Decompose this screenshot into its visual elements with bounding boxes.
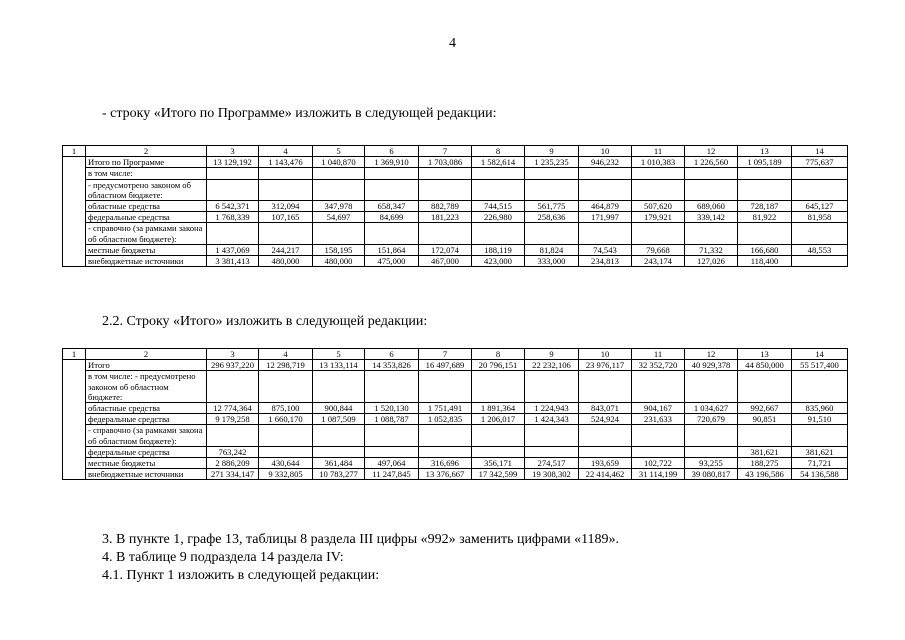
value-cell: 19 308,302 [525, 469, 579, 480]
header-cell: 11 [632, 146, 685, 157]
value-cell: 1 010,383 [632, 157, 685, 168]
header-cell: 2 [86, 349, 207, 360]
value-cell: 333,000 [525, 256, 579, 267]
header-cell: 12 [685, 146, 738, 157]
header-cell: 9 [525, 146, 579, 157]
row-label: - предусмотрено законом об областном бюджете: [86, 179, 207, 200]
table-row [63, 403, 848, 414]
value-cell: 507,620 [632, 201, 685, 212]
value-cell: 258,636 [525, 212, 579, 223]
value-cell [579, 425, 632, 446]
value-cell [525, 425, 579, 446]
value-cell: 381,621 [738, 446, 792, 457]
table-row [63, 414, 848, 425]
value-cell [313, 179, 365, 200]
value-cell: 40 929,378 [685, 360, 738, 371]
value-cell: 193,659 [579, 458, 632, 469]
value-cell: 14 353,826 [365, 360, 419, 371]
header-cell: 4 [259, 146, 313, 157]
value-cell: 1 520,130 [365, 403, 419, 414]
paragraph-4-1: 4.1. Пункт 1 изложить в следующей редакции: [102, 568, 380, 583]
value-cell: 81,824 [525, 244, 579, 255]
value-cell: 316,696 [419, 458, 472, 469]
value-cell [472, 223, 525, 244]
value-cell [685, 168, 738, 179]
header-cell: 3 [207, 349, 259, 360]
value-cell: 79,668 [632, 244, 685, 255]
value-cell: 1 226,560 [685, 157, 738, 168]
value-cell [313, 425, 365, 446]
header-cell: 1 [63, 349, 86, 360]
value-cell [259, 179, 313, 200]
value-cell: 296 937,220 [207, 360, 259, 371]
value-cell: 151,864 [365, 244, 419, 255]
value-cell: 1 891,364 [472, 403, 525, 414]
value-cell: 1 224,943 [525, 403, 579, 414]
value-cell: 356,171 [472, 458, 525, 469]
value-cell: 1 034,627 [685, 403, 738, 414]
row-label: федеральные средства [86, 446, 207, 457]
value-cell: 9 332,805 [259, 469, 313, 480]
value-cell: 423,000 [472, 256, 525, 267]
value-cell: 13 376,667 [419, 469, 472, 480]
value-cell [632, 425, 685, 446]
paragraph-2-2: 2.2. Строку «Итого» изложить в следующей редакции: [102, 314, 428, 329]
value-cell [365, 425, 419, 446]
value-cell [685, 446, 738, 457]
value-cell: 1 235,235 [525, 157, 579, 168]
value-cell [632, 371, 685, 403]
value-cell [792, 168, 848, 179]
value-cell: 1 660,170 [259, 414, 313, 425]
value-cell: 74,543 [579, 244, 632, 255]
header-cell: 9 [525, 349, 579, 360]
value-cell: 118,400 [738, 256, 792, 267]
header-cell: 8 [472, 146, 525, 157]
value-cell [792, 371, 848, 403]
value-cell: 91,510 [792, 414, 848, 425]
value-cell: 188,275 [738, 458, 792, 469]
table-row [63, 371, 848, 403]
header-cell: 4 [259, 349, 313, 360]
row-label: - справочно (за рамками закона об областном бюджете): [86, 223, 207, 244]
value-cell: 23 976,117 [579, 360, 632, 371]
value-cell [632, 179, 685, 200]
value-cell [419, 446, 472, 457]
value-cell: 16 497,689 [419, 360, 472, 371]
value-cell [738, 168, 792, 179]
value-cell: 13 129,192 [207, 157, 259, 168]
value-cell: 467,000 [419, 256, 472, 267]
value-cell [685, 425, 738, 446]
value-cell [207, 425, 259, 446]
value-cell [579, 371, 632, 403]
table-header-row [63, 146, 848, 157]
row-label: областные средства [86, 403, 207, 414]
value-cell [313, 446, 365, 457]
table-row [63, 179, 848, 200]
value-cell: 271 334,147 [207, 469, 259, 480]
value-cell [419, 168, 472, 179]
table-row [63, 458, 848, 469]
table-row [63, 212, 848, 223]
row-label: Итого по Программе [86, 157, 207, 168]
value-cell: 1 751,491 [419, 403, 472, 414]
header-cell: 3 [207, 146, 259, 157]
value-cell [632, 168, 685, 179]
header-cell: 7 [419, 349, 472, 360]
header-cell: 10 [579, 349, 632, 360]
value-cell: 524,924 [579, 414, 632, 425]
value-cell: 1 369,910 [365, 157, 419, 168]
paragraph-4: 4. В таблице 9 подраздела 14 раздела IV: [102, 550, 344, 565]
value-cell: 12 774,364 [207, 403, 259, 414]
value-cell [792, 179, 848, 200]
value-cell: 835,960 [792, 403, 848, 414]
value-cell [738, 371, 792, 403]
row-label: в том числе: [86, 168, 207, 179]
value-cell [419, 371, 472, 403]
value-cell [365, 168, 419, 179]
value-cell: 497,064 [365, 458, 419, 469]
value-cell [738, 425, 792, 446]
value-cell: 882,789 [419, 201, 472, 212]
value-cell: 361,484 [313, 458, 365, 469]
value-cell: 763,242 [207, 446, 259, 457]
value-cell: 31 114,199 [632, 469, 685, 480]
table-row [63, 168, 848, 179]
value-cell: 1 095,189 [738, 157, 792, 168]
value-cell: 12 298,719 [259, 360, 313, 371]
value-cell: 226,980 [472, 212, 525, 223]
value-cell [738, 223, 792, 244]
header-cell: 5 [313, 146, 365, 157]
row-label: местные бюджеты [86, 458, 207, 469]
value-cell: 775,637 [792, 157, 848, 168]
value-cell: 1 087,509 [313, 414, 365, 425]
row-label: федеральные средства [86, 414, 207, 425]
value-cell [792, 425, 848, 446]
value-cell: 720,679 [685, 414, 738, 425]
table-row [63, 244, 848, 255]
value-cell: 71,332 [685, 244, 738, 255]
row-label: - справочно (за рамками закона об областном бюджете): [86, 425, 207, 446]
value-cell: 22 232,106 [525, 360, 579, 371]
table-row [63, 446, 848, 457]
header-cell: 11 [632, 349, 685, 360]
header-cell: 14 [792, 349, 848, 360]
value-cell: 6 542,371 [207, 201, 259, 212]
header-cell: 8 [472, 349, 525, 360]
value-cell: 9 179,258 [207, 414, 259, 425]
value-cell: 81,922 [738, 212, 792, 223]
value-cell: 234,813 [579, 256, 632, 267]
value-cell: 381,621 [792, 446, 848, 457]
page-number: 4 [449, 36, 456, 51]
value-cell: 1 703,086 [419, 157, 472, 168]
value-cell [259, 168, 313, 179]
value-cell: 243,174 [632, 256, 685, 267]
value-cell: 55 517,400 [792, 360, 848, 371]
value-cell [207, 371, 259, 403]
value-cell: 1 143,476 [259, 157, 313, 168]
paragraph-3: 3. В пункте 1, графе 13, таблицы 8 раздела III цифры «992» заменить цифрами «1189». [102, 532, 620, 547]
value-cell: 475,000 [365, 256, 419, 267]
row-label: областные средства [86, 201, 207, 212]
value-cell: 1 768,339 [207, 212, 259, 223]
value-cell [472, 371, 525, 403]
value-cell: 992,667 [738, 403, 792, 414]
row-number-cell [63, 157, 86, 267]
value-cell: 347,978 [313, 201, 365, 212]
value-cell [525, 371, 579, 403]
value-cell: 188,119 [472, 244, 525, 255]
value-cell [685, 179, 738, 200]
value-cell: 171,997 [579, 212, 632, 223]
table-row [63, 425, 848, 446]
value-cell: 689,060 [685, 201, 738, 212]
value-cell: 22 414,462 [579, 469, 632, 480]
value-cell [472, 168, 525, 179]
value-cell: 11 247,845 [365, 469, 419, 480]
value-cell [525, 446, 579, 457]
value-cell: 744,515 [472, 201, 525, 212]
value-cell: 39 080,817 [685, 469, 738, 480]
value-cell: 231,633 [632, 414, 685, 425]
header-cell: 10 [579, 146, 632, 157]
header-cell: 6 [365, 349, 419, 360]
value-cell: 1 040,870 [313, 157, 365, 168]
row-label: в том числе: - предусмотрено законом об областном бюджете: [86, 371, 207, 403]
value-cell: 84,699 [365, 212, 419, 223]
table-row [63, 360, 848, 371]
value-cell [525, 223, 579, 244]
value-cell: 1 424,343 [525, 414, 579, 425]
table-row [63, 201, 848, 212]
header-cell: 14 [792, 146, 848, 157]
value-cell [419, 179, 472, 200]
value-cell: 44 850,000 [738, 360, 792, 371]
value-cell: 17 342,599 [472, 469, 525, 480]
header-cell: 6 [365, 146, 419, 157]
value-cell [738, 179, 792, 200]
value-cell [259, 223, 313, 244]
value-cell: 430,644 [259, 458, 313, 469]
value-cell [313, 223, 365, 244]
header-cell: 7 [419, 146, 472, 157]
value-cell [632, 223, 685, 244]
value-cell: 54 136,588 [792, 469, 848, 480]
table-row [63, 469, 848, 480]
value-cell: 843,071 [579, 403, 632, 414]
header-cell: 13 [738, 349, 792, 360]
value-cell: 43 196,586 [738, 469, 792, 480]
value-cell: 3 381,413 [207, 256, 259, 267]
table-header-row [63, 349, 848, 360]
value-cell: 107,165 [259, 212, 313, 223]
value-cell: 728,187 [738, 201, 792, 212]
value-cell [313, 168, 365, 179]
table-row [63, 256, 848, 267]
value-cell [579, 179, 632, 200]
value-cell: 102,722 [632, 458, 685, 469]
value-cell: 93,255 [685, 458, 738, 469]
value-cell: 71,721 [792, 458, 848, 469]
row-label: местные бюджеты [86, 244, 207, 255]
value-cell: 480,000 [313, 256, 365, 267]
value-cell [259, 446, 313, 457]
header-cell: 2 [86, 146, 207, 157]
value-cell: 875,100 [259, 403, 313, 414]
value-cell: 20 796,151 [472, 360, 525, 371]
value-cell [365, 179, 419, 200]
value-cell: 464,879 [579, 201, 632, 212]
value-cell: 658,347 [365, 201, 419, 212]
value-cell: 480,000 [259, 256, 313, 267]
header-cell: 1 [63, 146, 86, 157]
value-cell: 1 052,835 [419, 414, 472, 425]
value-cell: 181,223 [419, 212, 472, 223]
value-cell [472, 425, 525, 446]
row-label: внебюджетные источники [86, 469, 207, 480]
header-cell: 5 [313, 349, 365, 360]
value-cell [419, 425, 472, 446]
value-cell: 1 437,069 [207, 244, 259, 255]
table-total-program [62, 145, 848, 267]
value-cell: 90,851 [738, 414, 792, 425]
row-label: федеральные средства [86, 212, 207, 223]
row-label: внебюджетные источники [86, 256, 207, 267]
value-cell: 54,697 [313, 212, 365, 223]
value-cell [207, 168, 259, 179]
value-cell: 166,680 [738, 244, 792, 255]
value-cell: 158,195 [313, 244, 365, 255]
value-cell: 312,094 [259, 201, 313, 212]
value-cell [207, 223, 259, 244]
value-cell: 339,142 [685, 212, 738, 223]
value-cell: 274,517 [525, 458, 579, 469]
row-number-cell [63, 360, 86, 480]
row-label: Итого [86, 360, 207, 371]
value-cell [525, 179, 579, 200]
value-cell: 1 582,614 [472, 157, 525, 168]
value-cell [419, 223, 472, 244]
value-cell: 645,127 [792, 201, 848, 212]
value-cell: 1 206,017 [472, 414, 525, 425]
paragraph-total-program: - строку «Итого по Программе» изложить в следующей редакции: [102, 106, 497, 121]
value-cell [579, 223, 632, 244]
value-cell: 244,217 [259, 244, 313, 255]
value-cell: 172,074 [419, 244, 472, 255]
value-cell: 10 783,277 [313, 469, 365, 480]
value-cell: 48,553 [792, 244, 848, 255]
value-cell [579, 446, 632, 457]
value-cell: 1 088,787 [365, 414, 419, 425]
value-cell [685, 223, 738, 244]
value-cell [579, 168, 632, 179]
value-cell: 946,232 [579, 157, 632, 168]
value-cell: 179,921 [632, 212, 685, 223]
table-row [63, 157, 848, 168]
header-cell: 13 [738, 146, 792, 157]
value-cell [207, 179, 259, 200]
value-cell [365, 223, 419, 244]
value-cell [472, 446, 525, 457]
value-cell [365, 371, 419, 403]
value-cell: 561,775 [525, 201, 579, 212]
value-cell: 904,167 [632, 403, 685, 414]
value-cell [685, 371, 738, 403]
value-cell [259, 371, 313, 403]
value-cell: 127,026 [685, 256, 738, 267]
value-cell [313, 371, 365, 403]
table-total [62, 348, 848, 480]
value-cell: 13 133,114 [313, 360, 365, 371]
table-row [63, 223, 848, 244]
value-cell [365, 446, 419, 457]
value-cell [259, 425, 313, 446]
value-cell [792, 223, 848, 244]
value-cell: 32 352,720 [632, 360, 685, 371]
value-cell [472, 179, 525, 200]
value-cell: 81,958 [792, 212, 848, 223]
header-cell: 12 [685, 349, 738, 360]
value-cell: 900,844 [313, 403, 365, 414]
value-cell [792, 256, 848, 267]
value-cell [525, 168, 579, 179]
value-cell: 2 886,209 [207, 458, 259, 469]
value-cell [632, 446, 685, 457]
